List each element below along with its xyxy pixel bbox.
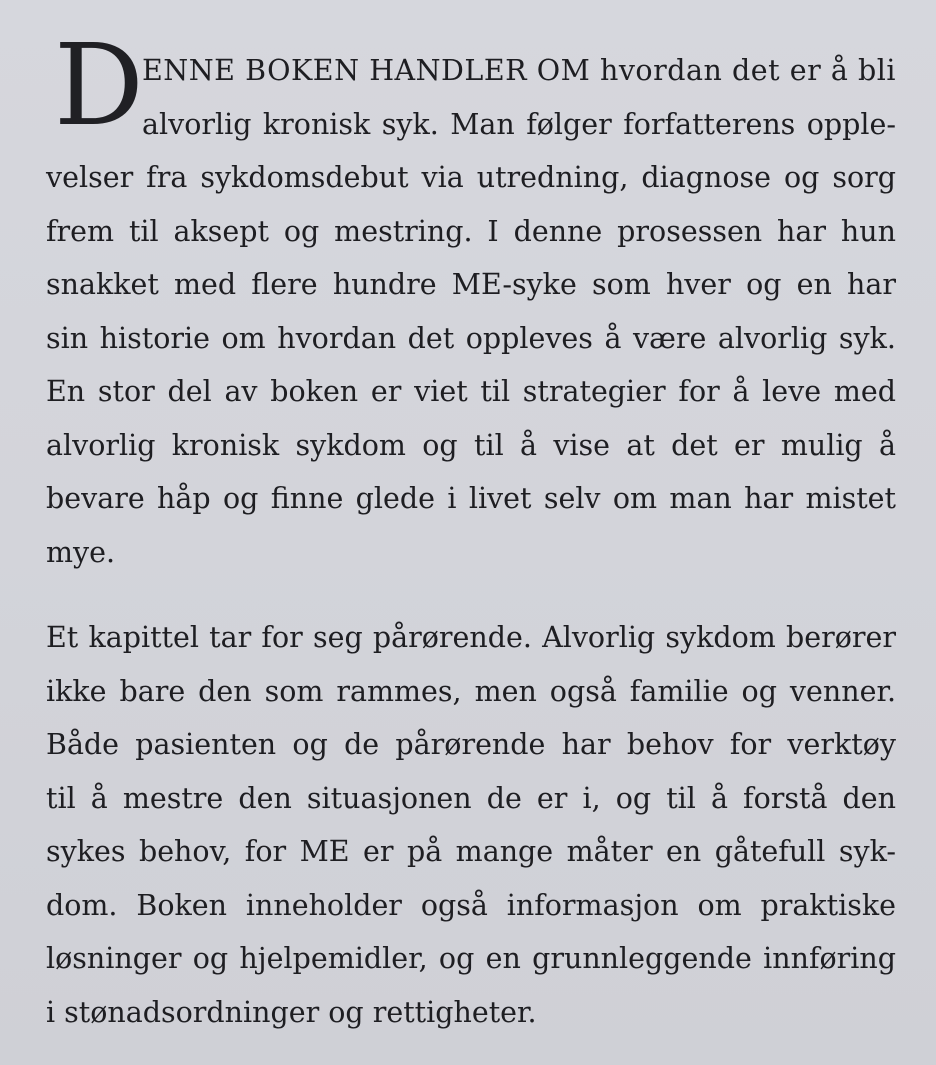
text-line: snakket med flere hundre ME-syke som hver og en har xyxy=(46,268,896,301)
text-line: til å mestre den situasjonen de er i, og til å forstå den xyxy=(46,781,896,815)
drop-cap-letter: D xyxy=(54,21,144,151)
text-line: velser fra sykdomsdebut via utredning, diagnose og sorg xyxy=(46,161,896,194)
text-line: Et kapittel tar for seg pårørende. Alvorlig sykdom berører xyxy=(46,621,896,654)
text-line: alvorlig kronisk sykdom og til å vise at det er mulig å xyxy=(46,428,896,462)
text-line: alvorlig kronisk syk. Man følger forfatterens opple- xyxy=(142,107,896,141)
text-line: løsninger og hjelpemidler, og en grunnleggende innføring xyxy=(46,942,896,975)
text-line: sin historie om hvordan det oppleves å være alvorlig syk. xyxy=(46,321,896,355)
text-line: dom. Boken inneholder også informasjon om praktiske xyxy=(46,888,896,922)
text-line: frem til aksept og mestring. I denne prosessen har hun xyxy=(46,214,896,248)
text-line: ikke bare den som rammes, men også familie og venner. xyxy=(46,674,896,708)
text-line-last: mye. xyxy=(46,535,116,569)
text-line-last: i stønadsordninger og rettigheter. xyxy=(46,995,537,1029)
text-line: En stor del av boken er viet til strategier for å leve med xyxy=(46,375,896,408)
text-line: sykes behov, for ME er på mange måter en gåtefull syk- xyxy=(46,835,896,868)
paragraph-intro xyxy=(46,44,896,579)
paragraph-relatives xyxy=(46,611,896,1039)
text-line: ENNE BOKEN HANDLER OM hvordan det er å bli xyxy=(142,54,896,87)
text-line: Både pasienten og de pårørende har behov for verktøy xyxy=(46,728,896,761)
text-line: bevare håp og finne glede i livet selv om man har mistet xyxy=(46,482,896,515)
